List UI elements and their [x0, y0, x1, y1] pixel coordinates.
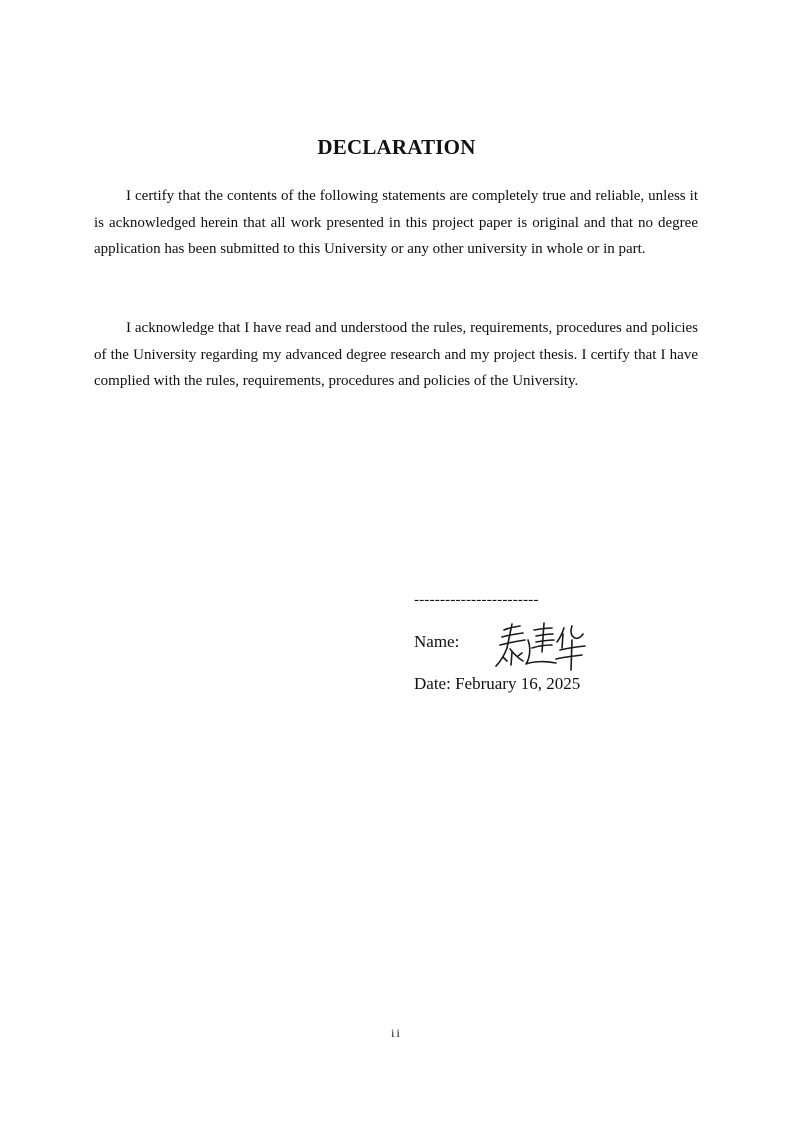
date-value: February 16, 2025: [455, 674, 581, 693]
signature-line: ------------------------: [414, 592, 539, 608]
date-row: [414, 672, 580, 696]
name-label: Name:: [414, 632, 460, 651]
name-row: [414, 618, 674, 678]
handwritten-signature: [490, 618, 590, 674]
page-number: ii: [391, 1026, 402, 1040]
declaration-paragraph-2: I acknowledge that I have read and understood the rules, requirements, procedures and policies of the University regarding my advanced degree research and my project thesis. I certify that I have complied with the rules, requirements, procedures and policies of the University.: [94, 320, 698, 390]
page-title: DECLARATION: [317, 135, 476, 159]
date-label: Date:: [414, 674, 451, 693]
declaration-paragraph-1: I certify that the contents of the following statements are completely true and reliable, unless it is acknowledged herein that all work presented in this project paper is original and that no degree application has been submitted to this University or any other university in whole or in part.: [94, 188, 698, 258]
